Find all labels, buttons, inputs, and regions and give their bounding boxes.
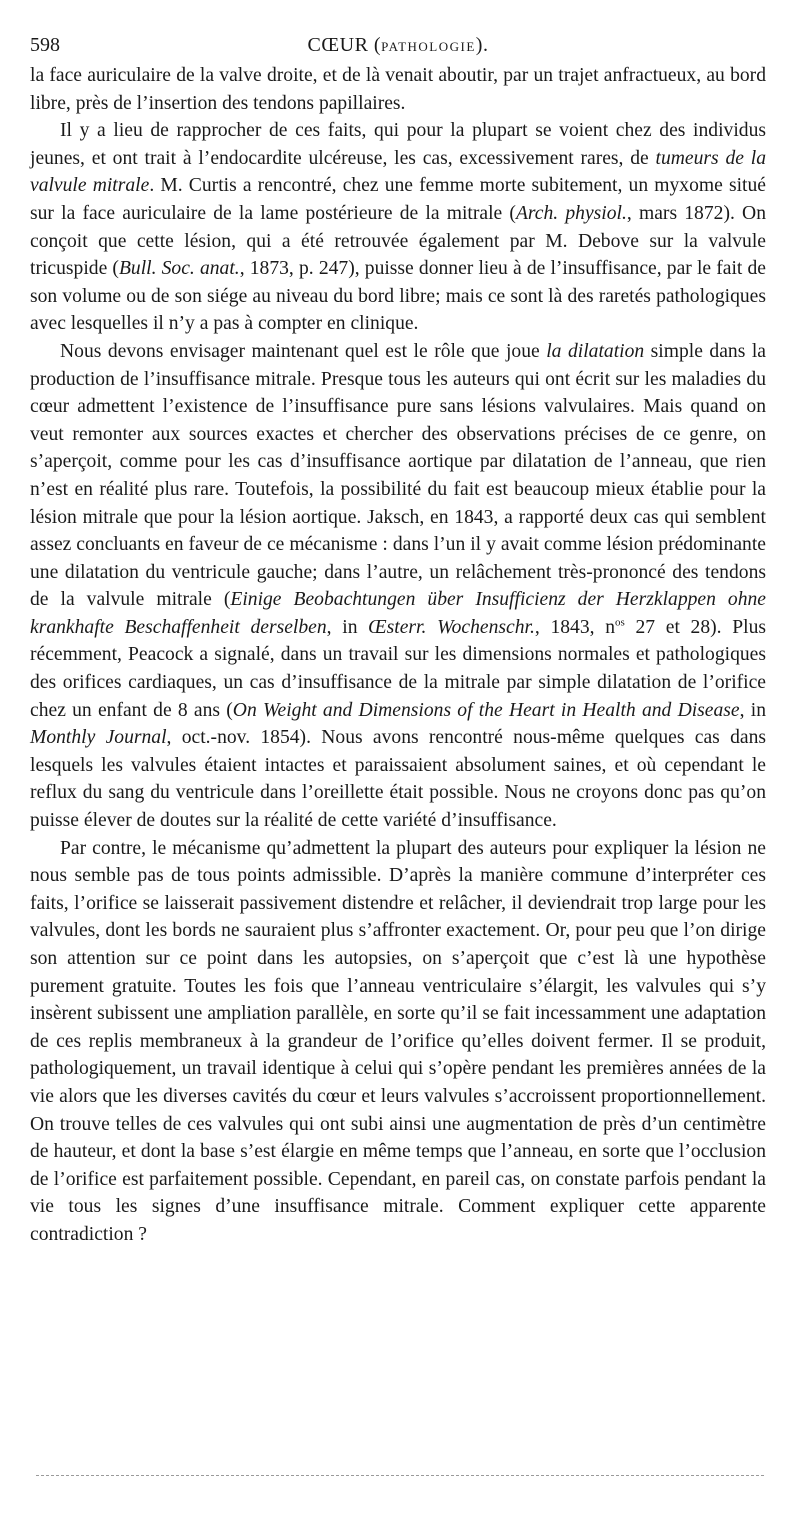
paragraph-4: Par contre, le mécanisme qu’admettent la plupart des auteurs pour expliquer la lésion ne nous semble pas de tous points admissible. D’après la manière commune d’interpréter ces faits, l’orifice se laisserait passivement distendre et relâcher, il deviendrait trop large pour les valvules, dont les bords ne sauraient plus s’affronter exactement. Or, pour peu que l’on dirige son attention sur ce point dans les autopsies, on s’aperçoit que c’est là une hypothèse purement gratuite. Toutes les fois que l’anneau ventriculaire s’élargit, les valvules qui s’y insèrent subissent une ampliation parallèle, en sorte qu’il se fait incessamment une adaptation de ces replis membraneux à la grandeur de l’orifice qu’elles doivent fermer. Il se produit, pathologiquement, un travail identique à celui qui s’opère pendant les premières années de la vie alors que les diverses cavités du cœur et leurs valvules s’accroissent proportionnellement. On trouve telles de ces valvules qui ont subi ainsi une augmentation de près d’un centimètre de hauteur, et dont la base s’est élargie en même temps que l’anneau, en sorte que l’occlusion de l’orifice est parfaitement possible. Cependant, en pareil cas, on constate parfois pendant la vie tous les signes d’une insuffisance mitrale. Comment expliquer cette apparente contradiction ?: [30, 837, 766, 1245]
book-page: [30, 26, 766, 1249]
page-number: 598: [30, 34, 60, 56]
running-title: CŒUR (PATHOLOGIE).: [307, 34, 489, 56]
paragraph-1: la face auriculaire de la valve droite, et de là venait aboutir, par un trajet anfractueux, au bord libre, près de l’insertion des tendons papillaires.: [30, 65, 766, 114]
paragraph-2: Il y a lieu de rapprocher de ces faits, qui pour la plupart se voient chez des individus jeunes, et ont trait à l’endocardite ulcéreuse, les cas, excessivement rares, de tumeurs de la valvule mitrale. M. Curtis a rencontré, chez une femme morte subitement, un myxome situé sur la face auriculaire de la lame postérieure de la mitrale (Arch. physiol., mars 1872). On conçoit que cette lésion, qui a été retrouvée également par M. Debove sur la valvule tricuspide (Bull. Soc. anat., 1873, p. 247), puisse donner lieu à de l’insuffisance, par le fait de son volume ou de son siége au niveau du bord libre; mais ce sont là des raretés pathologiques avec lesquelles il n’y a pas à compter en clinique.: [30, 120, 766, 335]
paragraph-3: Nous devons envisager maintenant quel est le rôle que joue la dilatation simple dans la production de l’insuffisance mitrale. Presque tous les auteurs qui ont écrit sur les maladies du cœur admettent l’existence de l’insuffisance pure sans lésions valvulaires. Mais quand on veut remonter aux sources exactes et chercher des observations précises de ce genre, on s’aperçoit, comme pour les cas d’insuffisance aortique par dilatation de l’anneau, que rien n’est en réalité plus rare. Toutefois, la possibilité du fait est beaucoup mieux établie pour la lésion mitrale que pour la lésion aortique. Jaksch, en 1843, a rapporté deux cas qui semblent assez concluants en faveur de ce mécanisme : dans l’un il y avait comme lésion prédominante une dilatation du ventricule gauche; dans l’autre, un relâchement très-prononcé des tendons de la valvule mitrale (Einige Beobachtungen über Insufficienz der Herzklappen ohne krankhafte Beschaffenheit derselben, in Œsterr. Wochenschr., 1843, $n^{os}$ 27 et 28). Plus récemment, Peacock a signalé, dans un travail sur les dimensions normales et pathologiques des orifices cardiaques, un cas d’insuffisance de la mitrale par simple dilatation de l’orifice chez un enfant de 8 ans (On Weight and Dimensions of the Heart in Health and Disease, in Monthly Journal, oct.-nov. 1854). Nous avons rencontré nous-même quelques cas dans lesquels les valvules étaient intactes et paraissaient absolument saines, et où cependant le reflux du sang du ventricule dans l’oreillette était possible. Nous ne croyons donc pas qu’on puisse élever de doutes sur la réalité de cette variété d’insuffisance.: [30, 340, 767, 832]
running-title-section: PATHOLOGIE: [381, 39, 476, 54]
bottom-rule: [36, 1475, 764, 1476]
running-title-main: CŒUR: [307, 34, 369, 56]
page-header: [30, 26, 766, 62]
body-text: [30, 62, 766, 1249]
